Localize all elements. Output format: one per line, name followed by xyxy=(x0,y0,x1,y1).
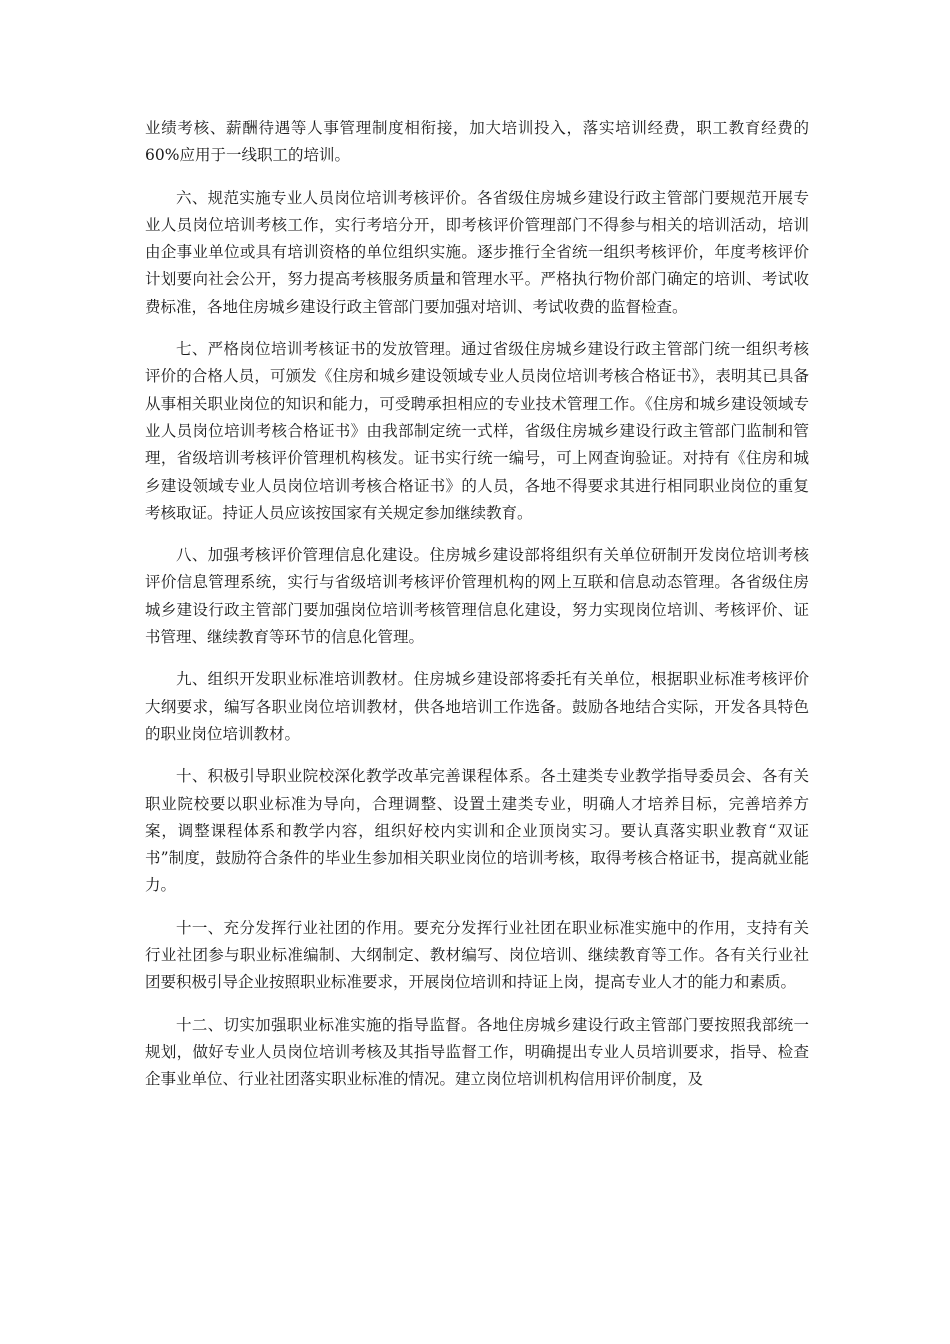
paragraph-section-9: 九、组织开发职业标准培训教材。住房城乡建设部将委托有关单位，根据职业标准考核评价大纲要求，编写各职业岗位培训教材，供各地培训工作选备。鼓励各地结合实际，开发各具特色的职业岗位培训教材。 xyxy=(145,670,809,743)
paragraph-section-6: 六、规范实施专业人员岗位培训考核评价。各省级住房城乡建设行政主管部门要规范开展专业人员岗位培训考核工作，实行考培分开，即考核评价管理部门不得参与相关的培训活动，培训由企事业单位或具有培训资格的单位组织实施。逐步推行全省统一组织考核评价，年度考核评价计划要向社会公开，努力提高考核服务质量和管理水平。严格执行物价部门确定的培训、考试收费标准，各地住房城乡建设行政主管部门要加强对培训、考试收费的监督检查。 xyxy=(145,188,809,316)
document-body xyxy=(145,115,809,1109)
paragraph-section-10: 十、积极引导职业院校深化教学改革完善课程体系。各土建类专业教学指导委员会、各有关职业院校要以职业标准为导向，合理调整、设置土建类专业，明确人才培养目标，完善培养方案，调整课程体系和教学内容，组织好校内实训和企业顶岗实习。要认真落实职业教育“双证书”制度，鼓励符合条件的毕业生参加相关职业岗位的培训考核，取得考核合格证书，提高就业能力。 xyxy=(145,767,809,895)
paragraph-section-8: 八、加强考核评价管理信息化建设。住房城乡建设部将组织有关单位研制开发岗位培训考核评价信息管理系统，实行与省级培训考核评价管理机构的网上互联和信息动态管理。各省级住房城乡建设行政主管部门要加强岗位培训考核管理信息化建设，努力实现岗位培训、考核评价、证书管理、继续教育等环节的信息化管理。 xyxy=(145,546,809,647)
paragraph-section-11: 十一、充分发挥行业社团的作用。要充分发挥行业社团在职业标准实施中的作用，支持有关行业社团参与职业标准编制、大纲制定、教材编写、岗位培训、继续教育等工作。各有关行业社团要积极引导企业按照职业标准要求，开展岗位培训和持证上岗，提高专业人才的能力和素质。 xyxy=(145,918,809,992)
paragraph-section-7: 七、严格岗位培训考核证书的发放管理。通过省级住房城乡建设行政主管部门统一组织考核评价的合格人员，可颁发《住房和城乡建设领域专业人员岗位培训考核合格证书》，表明其已具备从事相关职业岗位的知识和能力，可受聘承担相应的专业技术管理工作。《住房和城乡建设领域专业人员岗位培训考核合格证书》由我部制定统一式样，省级住房城乡建设行政主管部门监制和管理，省级培训考核评价管理机构核发。证书实行统一编号，可上网查询验证。对持有《住房和城乡建设领域专业人员岗位培训考核合格证书》的人员，各地不得要求其进行相同职业岗位的重复考核取证。持证人员应该按国家有关规定参加继续教育。 xyxy=(145,340,809,522)
paragraph-section-12: 十二、切实加强职业标准实施的指导监督。各地住房城乡建设行政主管部门要按照我部统一规划，做好专业人员岗位培训考核及其指导监督工作，明确提出专业人员培训要求，指导、检查企事业单位、行业社团落实职业标准的情况。建立岗位培训机构信用评价制度，及 xyxy=(145,1015,809,1089)
paragraph-continuation: 业绩考核、薪酬待遇等人事管理制度相衔接，加大培训投入，落实培训经费，职工教育经费的60%应用于一线职工的培训。 xyxy=(145,119,809,165)
